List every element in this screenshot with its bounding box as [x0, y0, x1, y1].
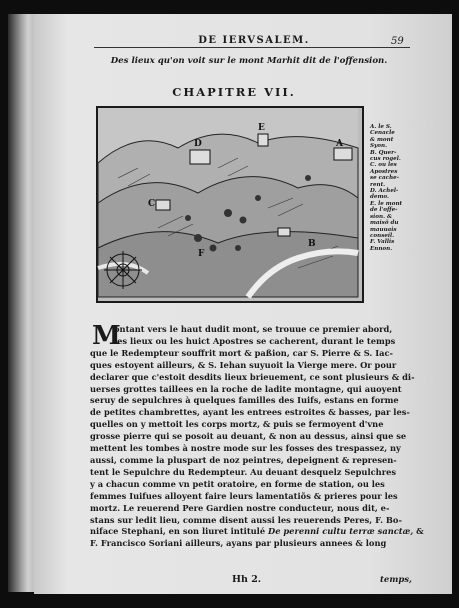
body-line: mettent les tombes à nostre mode sur les fosses des trespassez, ny	[90, 443, 401, 454]
body-text	[90, 321, 424, 550]
body-line: mortz. Le reuerend Pere Gardien nostre conducteur, nous dit, e-	[90, 502, 390, 513]
body-line	[90, 526, 424, 538]
body-line: ques estoyent ailleurs, & S. Iehan suyuoit la Vierge mere. Or pour	[90, 359, 397, 370]
body-line: aussi, comme la pluspart de noz peintres, depeignent & represen-	[90, 454, 397, 465]
signature-mark: Hh 2.	[232, 574, 262, 585]
body-line: seruy de sepulchres à quelques familles des Iuifs, estans en forme	[90, 395, 399, 406]
body-line: F. Francisco Soriani ailleurs, ayans par plusieurs annees & long	[90, 538, 387, 549]
running-head: DE IERVSALEM.	[198, 35, 310, 46]
key-line: cus rogel.	[370, 156, 401, 163]
body-line: femmes Iuifues alloyent faire leurs lamentatiõs & prieres pour les	[90, 490, 398, 501]
section-title: Des lieux qu'on voit sur le mont Marhit dit de l'offension.	[110, 56, 388, 66]
header-rule	[94, 47, 410, 48]
engraving-landscape	[98, 108, 358, 297]
binding-edge	[8, 14, 36, 592]
key-line: A. le S.	[370, 124, 392, 130]
body-line: declarer que c'estoit desdits lieux brieuement, ce sont plusieurs & di-	[90, 371, 415, 382]
key-line: F. Vallis	[370, 239, 395, 246]
key-line: demo.	[370, 194, 389, 201]
engraving-label-c: C	[148, 199, 156, 209]
engraving-label-f: F	[198, 249, 205, 259]
catchword: temps,	[380, 575, 413, 585]
drop-cap: M	[92, 321, 121, 351]
key-line: sion. &	[370, 213, 393, 220]
key-line: E. le mont	[370, 200, 403, 207]
engraving-mount-offense	[96, 106, 364, 303]
key-line: rent.	[370, 181, 386, 188]
body-line: grosse pierre qui se posoit au deuant, & non au dessus, ainsi que se	[90, 431, 407, 442]
engraving-label-d: D	[194, 139, 202, 149]
body-line: que le Redempteur souffrit mort & paßion, car S. Pierre & S. Iac-	[90, 347, 393, 358]
key-line: mauuais	[370, 226, 397, 233]
body-line-text: &	[413, 526, 424, 537]
body-line: y a chacun comme vn petit oratoire, en forme de station, ou les	[90, 478, 385, 489]
body-line: tent le Sepulchre du Redempteur. Au deuant desquelz Sepulchres	[90, 466, 397, 477]
key-line: Apostres	[370, 168, 398, 175]
key-line: B. Quer-	[370, 149, 397, 156]
key-line: de l'offe-	[370, 207, 398, 214]
key-line: conseil.	[370, 232, 395, 239]
page-number: 59	[391, 36, 404, 47]
engraving-label-e: E	[258, 123, 265, 133]
key-line: D. Achel-	[370, 188, 399, 195]
body-line-text: niface Stephani, en son liuret intitulé	[90, 526, 266, 537]
key-line: Cenacle	[370, 130, 395, 137]
body-line: quelles on y mettoit les corps mortz, & puis se fermoyent d'vne	[90, 419, 384, 430]
engraving-label-a: A	[336, 139, 343, 149]
book-title-italic: De perenni cultu terræ sanctæ,	[268, 526, 414, 537]
body-line: les lieux ou les huict Apostres se cacherent, durant le temps	[114, 335, 396, 346]
body-line: stans sur ledit lieu, comme disent aussi les reuerends Peres, F. Bo-	[90, 514, 402, 525]
key-line: maisõ du	[370, 220, 399, 227]
book-page	[34, 14, 452, 594]
engraving-label-b: B	[308, 239, 316, 249]
key-line: Ennon.	[370, 245, 393, 252]
key-line: se cache-	[370, 175, 400, 182]
key-line: & mont	[370, 136, 394, 143]
key-line: Syon.	[370, 143, 388, 150]
body-line: uerses grottes taillees en la roche de ladite montagne, qui auoyent	[90, 383, 402, 394]
chapter-title: CHAPITRE VII.	[172, 85, 296, 99]
body-line: ontant vers le haut dudit mont, se trouue ce premier abord,	[114, 324, 393, 334]
body-line: de petites chambrettes, ayant les entrees estroites & basses, par les-	[90, 407, 410, 418]
key-line: C. ou les	[370, 162, 397, 169]
engraving-key	[370, 124, 418, 252]
